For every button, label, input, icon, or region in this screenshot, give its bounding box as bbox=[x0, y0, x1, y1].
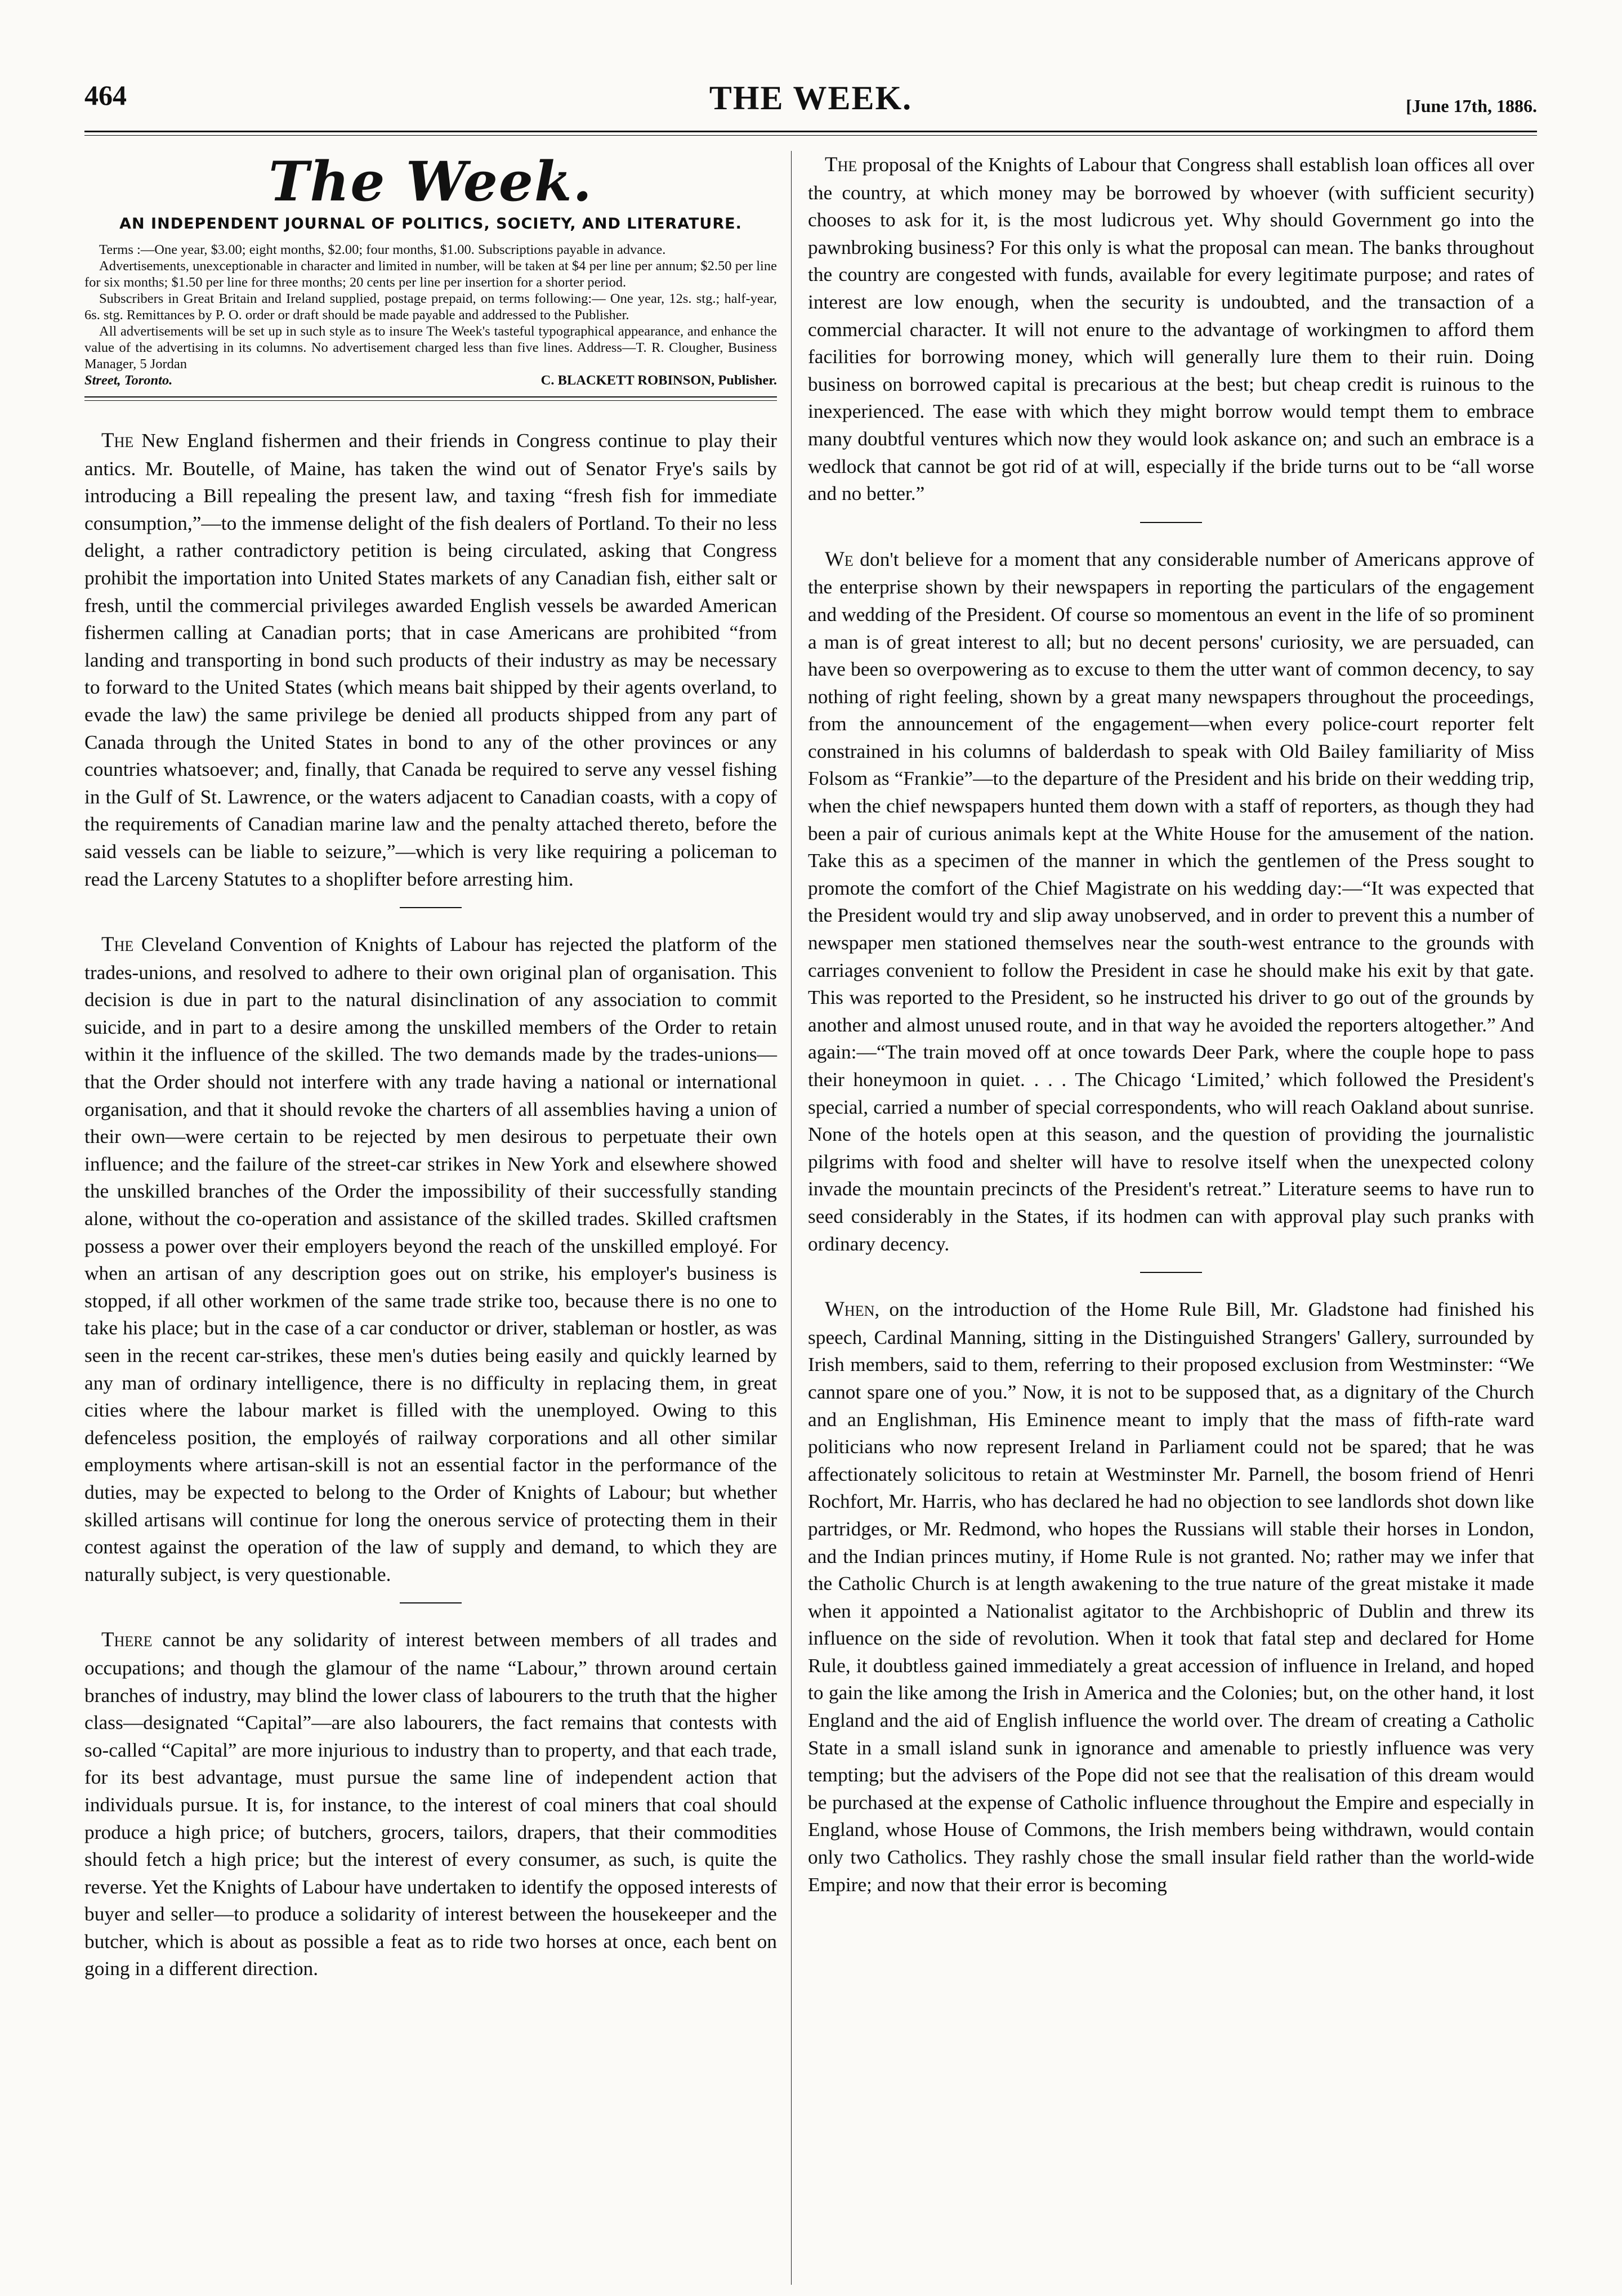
lead-word: There bbox=[101, 1628, 153, 1652]
masthead-subtitle: AN INDEPENDENT JOURNAL OF POLITICS, SOCIETY, AND LITERATURE. bbox=[119, 215, 742, 233]
running-title: THE WEEK. bbox=[709, 79, 913, 117]
publisher-name: C. BLACKETT ROBINSON, Publisher. bbox=[540, 373, 777, 388]
paragraph-text: cannot be any solidarity of interest between members of all trades and occupations; and though the glamour of the name “Labour,” thrown around certain branches of industry, may blind the lower class of labourers to the truth that the higher class—designated “Capital”—are also labourers, the fact remains that contests with so-called “Capital” are more injurious to industry than to property, and that each trade, for its best advantage, must pursue the same line of independent action that individuals pursue. It is, for instance, to the interest of coal miners that coal should produce a high price; of butchers, grocers, tailors, drapers, that their commodities should fetch a high price; but the interest of every consumer, as such, is quite the reverse. Yet the Knights of Labour have undertaken to identify the opposed interests of buyer and seller—to produce a solidarity of interest between the housekeeper and the butcher, which is about as possible a feat as to ride two horses at once, each bent on going in a different direction. bbox=[84, 1628, 777, 1980]
section-divider bbox=[400, 1602, 462, 1603]
publisher-line bbox=[84, 372, 777, 388]
advertisements-text: Advertisements, unexceptionable in character and limited in number, will be taken at $4 per line per annum; $2.50 per line for six months; $1.50 per line for three months; 20 cents per line per insertion for a shorter period. bbox=[84, 258, 777, 290]
column-separator bbox=[791, 151, 792, 2285]
lead-word: The bbox=[101, 933, 134, 957]
masthead-rule bbox=[84, 396, 777, 397]
subscription-terms bbox=[84, 242, 777, 388]
article-paragraph-cleveland-convention bbox=[84, 931, 777, 1588]
paragraph-text: New England fishermen and their friends in Congress continue to play their antics. Mr. Boutelle, of Maine, has taken the wind out of Senator Frye's sails by introducing a Bill repealing the present law, and taxing “fresh fish for immediate consumption,”—to the immense delight of the fish dealers of Portland. To their no less delight, a rather contradictory petition is being circulated, asking that Congress prohibit the importation into United States markets of any Canadian fish, either salt or fresh, until the commercial privileges awarded English vessels be awarded American fishermen calling at Canadian ports; that in case Americans are prohibited “from landing and transporting in bond such products of their industry as may be necessary to forward to the United States (which means bait shipped by their agents overland, to evade the law) the same privilege be denied all products shipped from any part of Canada through the United States in bond to any of the other provinces or any countries whatsoever; and, finally, that Canada be required to serve any vessel fishing in the Gulf of St. Lawrence, or the waters adjacent to Canadian coasts, with a copy of the requirements of Canadian marine law and the penalty attached thereto, before the said vessels can be liable to seizure,”—which is very like requiring a policeman to read the Larceny Statutes to a shoplifter before arresting him. bbox=[84, 429, 777, 890]
lead-word: The bbox=[101, 429, 134, 452]
page-number: 464 bbox=[84, 79, 127, 111]
subscribers-text: Subscribers in Great Britain and Ireland supplied, postage prepaid, on terms following:— One year, 12s. stg.; half-year, 6s. stg. Remittances by P. O. order or draft should be made payable and addressed to the Publisher. bbox=[84, 291, 777, 323]
paragraph-text: , on the introduction of the Home Rule Bill, Mr. Gladstone had finished his speech, Cardinal Manning, sitting in the Distinguished Strangers' Gallery, surrounded by Irish members, said to them, referring to their proposed exclusion from Westminster: “We cannot spare one of you.” Now, it is not to be supposed that, as a dignitary of the Church and an Englishman, His Eminence meant to imply that the mass of fifth-rate ward politicians who now represent Ireland in Parliament could not be spared; that he was affectionately solicitous to retain at Westminster Mr. Parnell, the bosom friend of Henri Rochfort, Mr. Harris, who has declared he had no objection to see landlords shot down like partridges, or Mr. Redmond, who hopes the Russians will stable their horses in London, and the Indian princes mutiny, if Home Rule is not granted. No; rather may we infer that the Catholic Church is at length awakening to the true nature of the great mistake it made when it appointed a Nationalist agitator to the Archbishopric of Dublin and threw its influence on the side of revolution. When it took that fatal step and declared for Home Rule, it doubtless gained immediately a great accession of influence in Ireland, and hoped to gain the like among the Irish in America and the Colonies; but, on the other hand, it lost England and the aid of English influence the world over. The dream of creating a Catholic State in a small island sunk in ignorance and amenable to priestly influence was very tempting; but the advisers of the Pope did not see that the realisation of this dream would be purchased at the expense of Catholic influence throughout the Empire and especially in England, whose House of Commons, the Irish members being withdrawn, would contain only two Catholics. They rashly chose the small insular field rather than the world-wide Empire; and now that their error is becoming bbox=[808, 1298, 1534, 1896]
masthead-logo: The Week. bbox=[269, 150, 593, 213]
article-paragraph-home-rule bbox=[808, 1296, 1534, 1898]
address-street: Street, Toronto. bbox=[84, 373, 173, 388]
lead-word: We bbox=[825, 547, 854, 571]
right-column bbox=[808, 151, 1534, 1898]
section-divider bbox=[1140, 1272, 1202, 1273]
terms-text: Terms :—One year, $3.00; eight months, $2.00; four months, $1.00. Subscriptions payable in advance. bbox=[99, 242, 666, 257]
masthead bbox=[84, 151, 777, 233]
article-paragraph-presidents-wedding bbox=[808, 546, 1534, 1257]
issue-date: [June 17th, 1886. bbox=[1406, 96, 1537, 116]
left-column bbox=[84, 151, 777, 1982]
header-rule bbox=[84, 131, 1537, 132]
paragraph-text: Cleveland Convention of Knights of Labour has rejected the platform of the trades-unions, and resolved to adhere to their own original plan of organisation. This decision is due in part to the natural disinclination of any association to commit suicide, and in part to a desire among the unskilled members of the Order to retain within it the influence of the skilled. The two demands made by the trades-unions—that the Order should not interfere with any trade having a national or international organisation, and that it should revoke the charters of all assemblies having a union of their own—were certain to be rejected by men desirous to perpetuate their own influence; and the failure of the street-car strikes in New York and elsewhere showed the unskilled branches of the Order the impossibility of their successfully standing alone, without the co-operation and assistance of the skilled trades. Skilled craftsmen possess a power over their employers beyond the reach of the unskilled employé. For when an artisan of any description goes out on strike, his employer's business is stopped, if all other workmen of the same trade strike too, because there is no one to take his place; but in the case of a car conductor or driver, stableman or hostler, as was seen in the recent car-strikes, these men's duties being easily and quickly learned by any man of ordinary intelligence, there is no difficulty in replacing them, in great cities where the labour market is filled with the unemployed. Owing to this defenceless position, the employés of railway corporations and all other similar employments where artisan-skill is not an essential factor in the performance of the duties, may be expected to belong to the Order of Knights of Labour; but whether skilled artisans will continue for long the onerous service of protecting them in their contest against the operation of the law of supply and demand, to which they are naturally subject, is very questionable. bbox=[84, 933, 777, 1585]
lead-word: When bbox=[825, 1298, 875, 1321]
article-paragraph-fishermen bbox=[84, 427, 777, 892]
paragraph-text: don't believe for a moment that any considerable number of Americans approve of the enterprise shown by their newspapers in reporting the particulars of the engagement and wedding of the President. Of course so momentous an event in the life of so prominent a man is of great interest to all; but no decent persons' curiosity, we are persuaded, can have been so overpowering as to excuse to them the utter want of common decency, to say nothing of right feeling, shown by a great many newspapers throughout the proceedings, from the announcement of the engagement—when every police-court reporter felt constrained in his columns of balderdash to speak with Old Bailey familiarity of Miss Folsom as “Frankie”—to the departure of the President and his bride on their wedding trip, when the chief newspapers hunted them down with a staff of reporters, as though they had been a pair of curious animals kept at the White House for the amusement of the nation. Take this as a specimen of the manner in which the gentlemen of the Press sought to promote the comfort of the Chief Magistrate on his wedding day:—“It was expected that the President would try and slip away unobserved, and in order to prevent this a number of newspaper men stationed themselves near the south-west entrance to the grounds with carriages convenient to follow the President in case he should make his exit by that gate. This was reported to the President, so he instructed his driver to go out of the grounds by another and almost unused route, and in that way he avoided the reporters altogether.” And again:—“The train moved off at once towards Deer Park, where the couple hope to pass their honeymoon in quiet. . . . The Chicago ‘Limited,’ which followed the President's special, carried a number of special correspondents, who will reach Oakland about sunrise. None of the hotels open at this season, and the question of providing the journalistic pilgrims with food and shelter will have to resolve itself when the unexpected colony invade the mountain precincts of the President's retreat.” Literature seems to have run to seed considerably in the States, if its hodmen can with approval play such pranks with ordinary decency. bbox=[808, 547, 1534, 1255]
header-rule-thin bbox=[84, 135, 1537, 136]
paragraph-text: proposal of the Knights of Labour that Congress shall establish loan offices all over the country, at which money may be borrowed by whoever (with sufficient security) chooses to ask for it, is the most ludicrous yet. Why should Government go into the pawnbroking business? For this only is what the proposal can mean. The banks throughout the country are congested with funds, available for every legitimate purpose; and rates of interest are low enough, when the security is undoubted, and the transaction of a commercial character. It will not enure to the advantage of workingmen to afford them facilities for borrowing money, which will generally lure them to their ruin. Doing business on borrowed capital is precarious at the best; but cheap credit is ruinous to the inexperienced. The ease with which they might borrow would tempt them to embrace many doubtful ventures which now they would look askance on; and such an embrace is a wedlock that cannot be got rid of at will, especially if the bride turns out to be “all worse and no better.” bbox=[808, 153, 1534, 505]
article-paragraph-solidarity bbox=[84, 1626, 777, 1982]
lead-word: The bbox=[825, 153, 857, 176]
section-divider bbox=[1140, 522, 1202, 523]
section-divider bbox=[400, 907, 462, 908]
all-ads-text: All advertisements will be set up in such style as to insure The Week's tasteful typographical appearance, and enhance the value of the advertising in its columns. No advertisement charged less than five lines. Address—T. R. Clougher, Business Manager, 5 Jordan bbox=[84, 324, 777, 372]
article-paragraph-loan-offices bbox=[808, 151, 1534, 507]
running-header bbox=[84, 73, 1537, 135]
masthead-rule-thin bbox=[84, 400, 777, 401]
